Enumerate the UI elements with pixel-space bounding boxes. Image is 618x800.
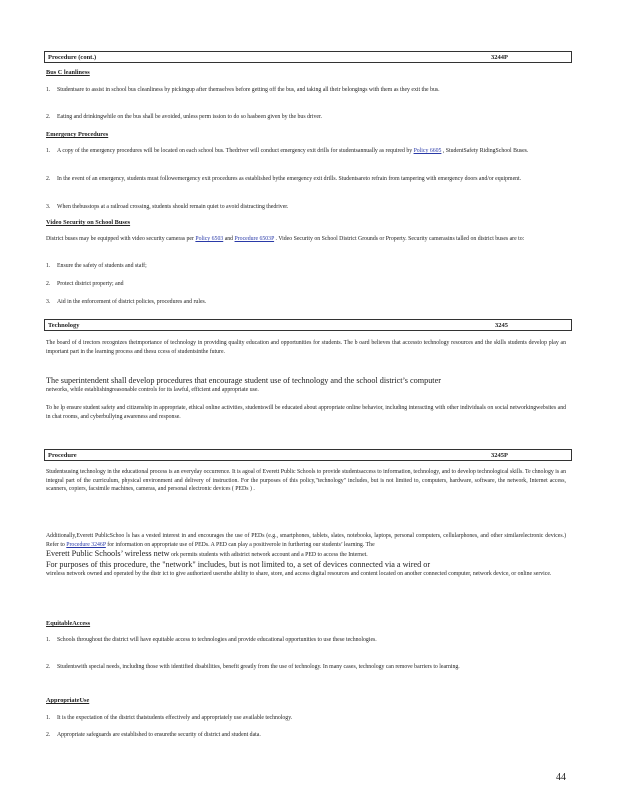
list-text [57, 147, 557, 156]
technology-paragraph-2 [46, 376, 566, 395]
large-text-line: Everett Public Schools’ wireless netw [46, 549, 170, 559]
list-text-part: , StudentSafety RidingSchool Buses. [441, 148, 529, 154]
policy-6503-link[interactable]: Policy 6503 [195, 236, 224, 242]
list-text: It is the expectation of the district thatstudents effectively and appropriately use available technology. [57, 715, 293, 721]
paragraph-text: ork permits students with adistrict network account and a PED to access the Internet. [169, 552, 368, 559]
large-text-line: For purposes of this procedure, the "network" includes, but is not limited to, a set of devices connected via a wired or [46, 559, 431, 569]
emergency-procedures-heading: Emergency Procedures [46, 131, 109, 138]
list-text: Eating and drinkingwhile on the bus shall be avoided, unless perm ission to do so hasbeen given by the bus driver. [57, 114, 323, 120]
list-number: 2. [46, 281, 51, 287]
list-number: 2. [46, 176, 51, 182]
header-left-label: Technology [48, 322, 80, 329]
list-number: 2. [46, 114, 51, 120]
bus-cleanliness-heading: Bus C leanliness [46, 69, 90, 76]
list-number: 3. [46, 299, 51, 305]
list-number: 1. [46, 263, 51, 269]
list-text: Ensure the safety of students and staff; [57, 263, 147, 269]
technology-paragraph-3: To he lp ensure student safety and citizenship in appropriate, ethical online activities, studentswill be educated about appropriate online behavior, including interacting with other individuals on social networkingwebsites and in chat rooms, and cyberbullying awareness and response. [46, 405, 566, 420]
list-text: When thebusstops at a railroad crossing, students should remain quiet to avoid distracting thedriver. [57, 204, 289, 210]
equitable-access-heading: EquitableAccess [46, 620, 91, 627]
section-header-3244p [44, 51, 572, 63]
paragraph-text: wireless network owned and operated by the distr ict to give authorized usersthe ability to share, store, and access digital resources and content located on another connected computer, network device, or online service. [46, 570, 552, 577]
list-number: 2. [46, 732, 51, 738]
list-text: Appropriate safeguards are established to ensurethe security of district and student data. [57, 732, 261, 738]
paragraph-text: for information on appropriate use of PEDs. A PED can play a positiverole in furthering our students’ learning. The [105, 541, 375, 548]
technology-paragraph-1: The board of d irectors recognizes theimportance of technology in providing quality education and opportunities for students. The b oard believes that accessto technology resources and the skills students develop play an important part in the learning process and thesu ccess of studentsinthe future. [46, 340, 566, 355]
header-left-label: Procedure [48, 452, 77, 459]
list-number: 3. [46, 204, 51, 210]
list-number: 1. [46, 87, 51, 93]
appropriate-use-heading: AppropriateUse [46, 697, 90, 704]
page-number: 44 [556, 772, 566, 783]
list-text: In the event of an emergency, students must followemergency exit procedures as established bythe emergency exit drills. Studentsareto refrain from tampering with emergency doors and/or equipment. [57, 176, 522, 182]
list-number: 2. [46, 664, 51, 670]
paragraph-text: Additionally,Everett PublicSchoo ls has a vested interest in and encourages the use of PEDs (e.g., smartphones, tablets, slates, notebooks, laptops, personal computers, cellularphones, and other similarelectronic devices.) Refer to [46, 533, 566, 548]
policy-6605-link[interactable]: Policy 6605 [413, 148, 442, 154]
procedure-paragraph-2 [46, 532, 566, 578]
header-left-label: Procedure (cont.) [48, 54, 97, 61]
section-header-3245p [44, 449, 572, 461]
list-number: 1. [46, 148, 51, 154]
header-right-code: 3245P [491, 452, 508, 459]
header-right-code: 3245 [495, 322, 508, 329]
procedure-paragraph-1: Studentsusing technology in the educational process is an everyday occurrence. It is agoal of Everett Public Schools to provide studentsaccess to information, technology, and to develop technological skills. Te chnology is an integral part of the curriculum, physical environment and delivery of instruction. For the purposes of this policy,"technology" includes, but is not limited to, computers, hardware, software, the network, Internet access, scanners, copiers, facsimile machines, cameras, and personal electronic devices ( PEDs ) . [46, 469, 566, 493]
list-text: Aid in the enforcement of district policies, procedures and rules. [57, 299, 207, 305]
list-number: 1. [46, 637, 51, 643]
paragraph-text: District buses may be equipped with video security cameras per [46, 236, 196, 242]
paragraph-text: and [223, 236, 235, 242]
list-text-part: A copy of the emergency procedures will be located on each school bus. Thedriver will conduct emergency exit drills for studentsannually as required by [57, 148, 414, 154]
list-text: Schools throughout the district will have equitable access to technologies and provide educational opportunities to use these technologies. [57, 637, 377, 643]
video-security-intro [46, 235, 566, 244]
section-header-3245 [44, 319, 572, 331]
procedure-6503p-link[interactable]: Procedure 6503P [234, 236, 275, 242]
procedure-3246p-link[interactable]: Procedure 3246P [66, 541, 106, 548]
list-number: 1. [46, 715, 51, 721]
list-text: Protect district property; and [57, 281, 124, 287]
paragraph-text: networks, while establishingreasonable controls for its lawful, efficient and appropriate use. [46, 387, 259, 393]
list-text: Studentswith special needs, including those with identified disabilities, benefit greatly from the use of technology. In many cases, technology can remove barriers to learning. [57, 664, 460, 670]
video-security-heading: Video Security on School Buses [46, 219, 131, 226]
large-text-line: The superintendent shall develop procedures that encourage student use of technology and the school district’s computer [46, 376, 441, 385]
paragraph-text: . Video Security on School District Grounds or Property. Security camerasins talled on district buses are to: [274, 236, 525, 242]
list-text: Studentsare to assist in school bus cleanliness by pickingup after themselves before getting off the bus, and taking all their belongings with them as they exit the bus. [57, 87, 440, 93]
header-right-code: 3244P [491, 54, 508, 61]
